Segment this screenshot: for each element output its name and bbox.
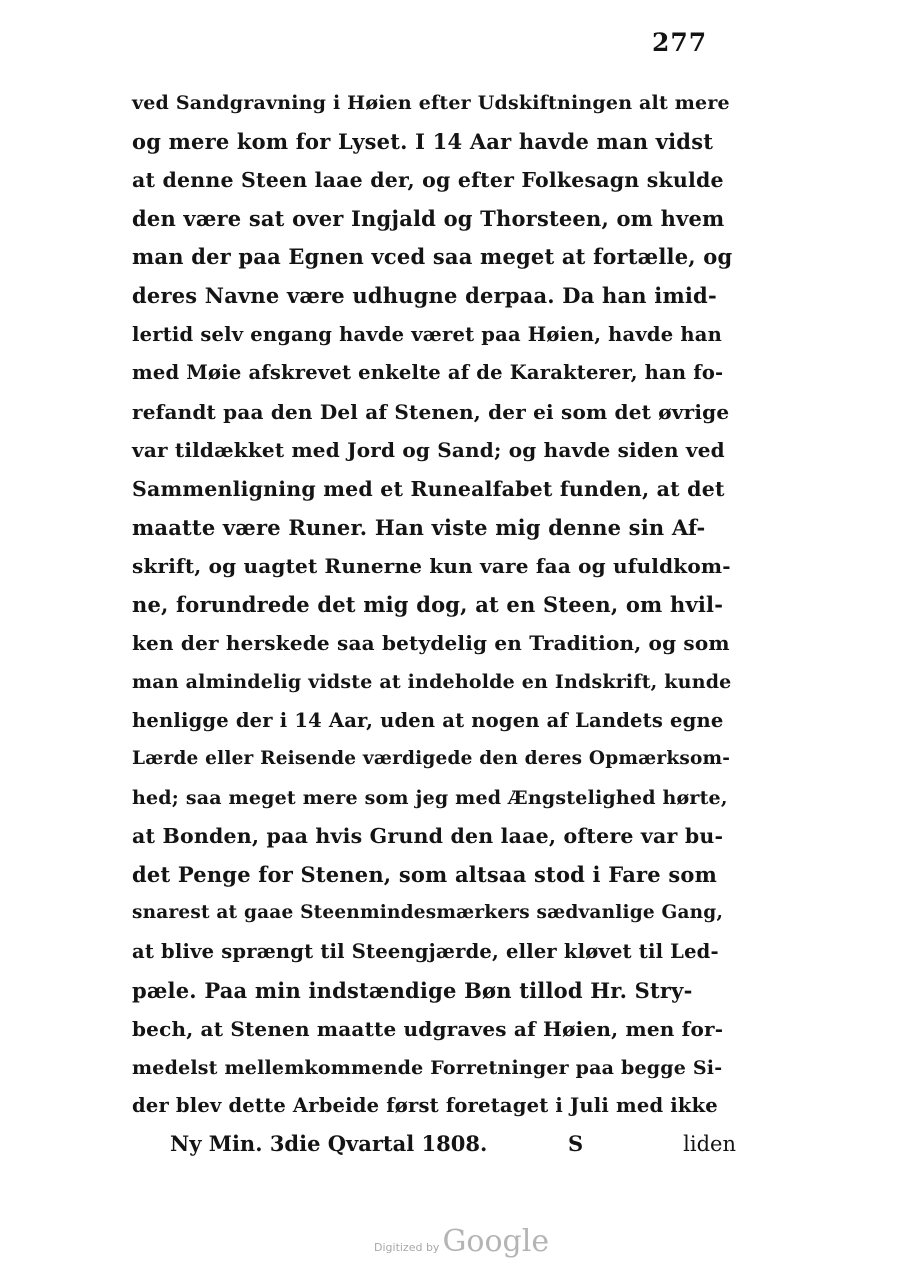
catchword: liden [683, 1132, 736, 1156]
text-line: var tildækket med Jord og Sand; og havde siden ved [132, 438, 725, 463]
text-line: med Møie afskrevet enkelte af de Karakterer, han fo- [132, 361, 724, 385]
volume-signature: Ny Min. 3die Qvartal 1808. [170, 1131, 488, 1156]
text-line: og mere kom for Lyset. I 14 Aar havde man vidst [132, 128, 714, 154]
text-line: at Bonden, paa hvis Grund den laae, oftere var bu- [132, 824, 724, 849]
text-line: medelst mellemkommende Forretninger paa begge Si- [132, 1056, 723, 1079]
text-line: ken der herskede saa betydelig en Tradition, og som [132, 631, 730, 656]
text-line: ved Sandgravning i Høien efter Udskiftningen alt mere [132, 92, 730, 114]
text-line: at blive sprængt til Steengjærde, eller kløvet til Led- [132, 940, 719, 964]
text-line: ne, forundrede det mig dog, at en Steen, om hvil- [132, 591, 724, 617]
text-line: at denne Steen laae der, og efter Folkesagn skulde [132, 168, 724, 193]
text-line: refandt paa den Del af Stenen, der ei som det øvrige [132, 399, 730, 424]
text-line: henligge der i 14 Aar, uden at nogen af Landets egne [132, 708, 724, 732]
google-logo: Google [442, 1224, 550, 1259]
text-line: man der paa Egnen vced saa meget at fortælle, og [132, 244, 733, 270]
page-number: 277 [652, 28, 708, 57]
text-line: hed; saa meget mere som jeg med Ængstelighed hørte, [132, 786, 728, 809]
text-line: den være sat over Ingjald og Thorsteen, om hvem [132, 205, 725, 231]
text-line: pæle. Paa min indstændige Bøn tillod Hr. Stry- [132, 977, 693, 1003]
watermark-label: Digitized by [374, 1241, 440, 1254]
text-line: der blev dette Arbeide først foretaget i Juli med ikke [132, 1094, 718, 1118]
digitization-watermark [374, 1224, 549, 1259]
text-line: deres Navne være udhugne derpaa. Da han imid- [132, 282, 717, 308]
page-footer [170, 1126, 736, 1162]
text-line: Lærde eller Reisende værdigede den deres Opmærksom- [132, 748, 731, 770]
text-line: maatte være Runer. Han viste mig denne sin Af- [132, 514, 706, 540]
sheet-signature-letter: S [568, 1131, 584, 1156]
text-line: snarest at gaae Steenmindesmærkers sædvanlige Gang, [132, 902, 724, 924]
text-line: Sammenligning med et Runealfabet funden, at det [132, 476, 725, 501]
text-line: man almindelig vidste at indeholde en Indskrift, kunde [132, 670, 732, 693]
text-line: det Penge for Stenen, som altsaa stod i Fare som [132, 861, 717, 887]
text-line: lertid selv engang havde været paa Høien, havde han [132, 322, 722, 346]
text-line: skrift, og uagtet Runerne kun vare faa og ufuldkom- [132, 554, 731, 579]
body-text [132, 84, 732, 1126]
text-line: bech, at Stenen maatte udgraves af Høien, men for- [132, 1017, 724, 1042]
